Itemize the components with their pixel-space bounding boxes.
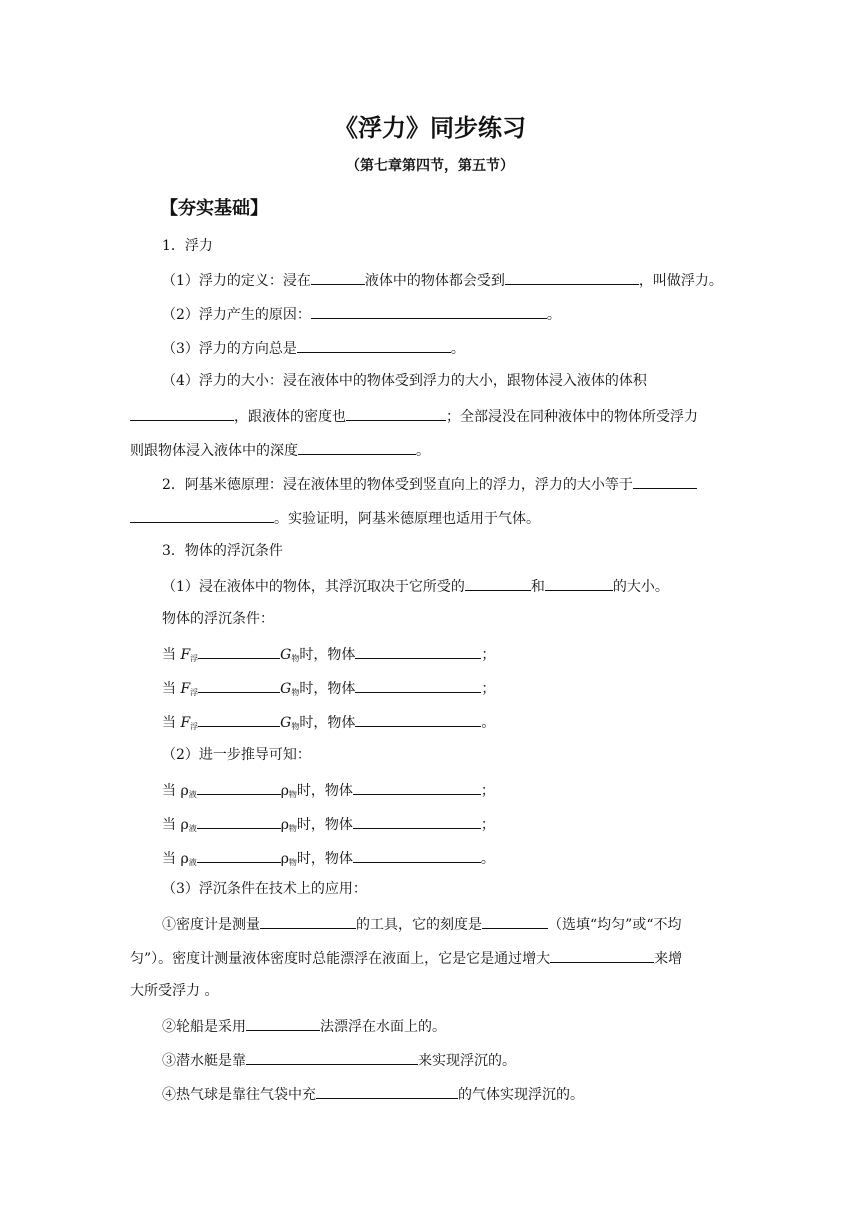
q3-force-condition-1: 当 $F_浮$ $G_物$时，物体 ；: [162, 643, 495, 669]
q3-force-condition-2: 当 $F_浮$ $G_物$时，物体 ；: [162, 677, 495, 703]
q3-app3-line: ③潜水艇是靠 来实现浮沉的。: [162, 1049, 516, 1071]
answer-blank[interactable]: [353, 779, 481, 795]
q3-heading: 3．物体的浮沉条件: [162, 543, 283, 559]
answer-blank[interactable]: [246, 1015, 320, 1031]
answer-blank[interactable]: [130, 405, 234, 421]
answer-blank[interactable]: [311, 269, 365, 285]
q3-app1-line-2: 匀”）。密度计测量液体密度时总能漂浮在液面上，它是它是通过增大 来增: [130, 947, 682, 969]
answer-blank[interactable]: [130, 507, 274, 523]
q3-app4-line: ④热气球是靠往气袋中充 的气体实现浮沉的。: [162, 1083, 584, 1105]
q1-direction-line: （3）浮力的方向总是 。: [162, 337, 465, 359]
q3-app2-line: ②轮船是采用 法漂浮在水面上的。: [162, 1015, 446, 1037]
q3-density-condition-2: 当 $\rho_液$ $\rho_物$时，物体 ；: [162, 813, 495, 839]
q1-heading: 1．浮力: [162, 238, 213, 254]
q3-app1-line-1: ①密度计是测量 的工具，它的刻度是 （选填“均匀”或“不均: [162, 913, 681, 935]
q3-density-condition-1: 当 $\rho_液$ $\rho_物$时，物体 ；: [162, 779, 495, 805]
answer-blank[interactable]: [346, 405, 446, 421]
answer-blank[interactable]: [465, 575, 531, 591]
q2-line-1: 2．阿基米德原理：浸在液体里的物体受到竖直向上的浮力，浮力的大小等于: [162, 473, 697, 495]
answer-blank[interactable]: [355, 643, 481, 659]
answer-blank[interactable]: [246, 1049, 418, 1065]
section-heading: 【夯实基础】: [160, 198, 268, 219]
answer-blank[interactable]: [198, 677, 280, 693]
answer-blank[interactable]: [316, 1083, 458, 1099]
q2-line-2: 。实验证明，阿基米德原理也适用于气体。: [130, 507, 540, 529]
q1-definition-line: （1）浮力的定义：浸在 液体中的物体都会受到 ，叫做浮力。: [162, 269, 723, 291]
q3-part1-line: （1）浸在液体中的物体，其浮沉取决于它所受的 和 的大小。: [162, 575, 669, 597]
answer-blank[interactable]: [355, 677, 481, 693]
q1-size-line-2: ，跟液体的密度也 ；全部浸没在同种液体中的物体所受浮力: [130, 405, 698, 427]
answer-blank[interactable]: [197, 779, 281, 795]
answer-blank[interactable]: [311, 303, 547, 319]
answer-blank[interactable]: [355, 711, 481, 727]
answer-blank[interactable]: [297, 337, 451, 353]
answer-blank[interactable]: [633, 473, 697, 489]
answer-blank[interactable]: [505, 269, 639, 285]
q3-force-condition-3: 当 $F_浮$ $G_物$时，物体 。: [162, 711, 495, 737]
page-subtitle: （第七章第四节，第五节）: [346, 158, 514, 174]
q3-part3-heading: （3）浮沉条件在技术上的应用：: [162, 881, 367, 897]
answer-blank[interactable]: [198, 643, 280, 659]
page-title: 《浮力》同步练习: [334, 114, 526, 142]
answer-blank[interactable]: [353, 813, 481, 829]
answer-blank[interactable]: [353, 847, 481, 863]
answer-blank[interactable]: [482, 913, 548, 929]
q1-cause-line: （2）浮力产生的原因： 。: [162, 303, 561, 325]
answer-blank[interactable]: [198, 711, 280, 727]
answer-blank[interactable]: [197, 813, 281, 829]
q1-size-line-1: （4）浮力的大小：浸在液体中的物体受到浮力的大小，跟物体浸入液体的体积: [162, 373, 647, 389]
q3-app1-line-3: 大所受浮力 。: [130, 983, 219, 999]
q1-size-line-3: 则跟物体浸入液体中的深度 。: [130, 439, 430, 461]
q3-part2-heading: （2）进一步推导可知：: [162, 747, 311, 763]
answer-blank[interactable]: [260, 913, 356, 929]
answer-blank[interactable]: [545, 575, 613, 591]
q3-density-condition-3: 当 $\rho_液$ $\rho_物$时，物体 。: [162, 847, 495, 873]
answer-blank[interactable]: [298, 439, 416, 455]
answer-blank[interactable]: [197, 847, 281, 863]
q3-condition-label: 物体的浮沉条件：: [162, 611, 274, 627]
answer-blank[interactable]: [550, 947, 654, 963]
